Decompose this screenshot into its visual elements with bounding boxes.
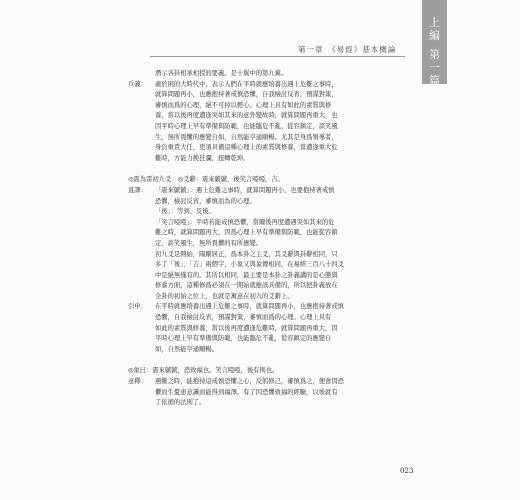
text-line: 難時，方能力挽狂瀾，扭轉乾坤。 xyxy=(155,154,250,162)
text-line: 了依循的法則了。 xyxy=(155,399,206,407)
text-line: 全卦的初始之位上，也就是寓意在初九的爻辭上。 xyxy=(155,292,294,300)
paragraph-text xyxy=(155,186,408,207)
text-line: 遇難之時，能抱持這戒慎恐懼之心，反躬修己，審慎爲之，便會因恐 xyxy=(155,378,344,386)
page-number: 023 xyxy=(400,467,414,475)
text-line: 修養方面，這種修爲必須在一開始就應該具備的，所以把卦義放在 xyxy=(155,282,338,290)
text-line: 恐懼，檢討反省，審慎而為的心理。 xyxy=(155,197,256,205)
tab-char: 第 xyxy=(429,48,440,61)
text-line: 如，自然能亨通順暢。 xyxy=(155,345,218,353)
labeled-paragraph xyxy=(128,80,408,165)
text-line: 在平時就應培養出遇上危難之事時，就算問題再小，也應抱持著戒慎 xyxy=(155,303,344,311)
tab-char: 一 xyxy=(429,61,440,74)
text-line: 定，談笑風生，無所畏懼的有所應變。 xyxy=(155,239,263,247)
labeled-paragraph xyxy=(128,186,408,207)
text-line: 初九爻是開始，陽剛居正，爲本卦之主爻，其爻辭與卦辭相同，只 xyxy=(155,250,338,258)
paragraph-text xyxy=(155,80,408,165)
text-line: 身負重責大任，更須具備這種心理上的素質與修養，當遭逢重大危 xyxy=(155,144,338,152)
tab-char: 上 xyxy=(429,16,440,29)
text-line: 「笑言啞啞」：平時若能戒慎恐懼，當爾後再度遭遇突如其來的危 xyxy=(155,218,335,226)
page-body xyxy=(128,69,408,409)
paragraph-text xyxy=(155,377,408,409)
labeled-paragraph xyxy=(128,302,408,355)
text-line: 平時心理上早有準備與防範，也能臨危不亂，從容鎮定的應變自 xyxy=(155,335,332,343)
paragraph-label: 引申： xyxy=(128,303,147,311)
text-line: 就算問題再小，也應抱持著戒慎恐懼，自我檢討反省，預謀對策， xyxy=(155,91,338,99)
header-rule xyxy=(150,56,405,57)
text-line: 如此的素質與修養，當以後再度遭逢危難時，就算問題再重大，因 xyxy=(155,324,338,332)
text-line: 「後」：等到、及後。 xyxy=(155,208,215,216)
text-line: 懼而生憂患意識而能得到福澤。有了因恐懼致福的經驗，以後就有 xyxy=(155,388,338,396)
section-heading: ◎震為雷初九爻 ◎爻辭：震來虩虩，後笑言啞啞，吉。 xyxy=(128,176,284,184)
text-line: 難之時，就算問題再大，因爲心理上早有準備與防範，也能從容鎮 xyxy=(155,229,338,237)
tab-char: 編 xyxy=(429,29,440,42)
text-line: 「震來虩虩」：遇上危難之事時，就算問題再小，也要抱持著戒慎 xyxy=(155,186,335,194)
text-line: 生，無所畏懼的應變自如，自然能亨通順暢。尤其是身爲領導者， xyxy=(155,133,338,141)
spacer xyxy=(128,164,408,175)
paragraph-label: 兵義： xyxy=(128,80,147,88)
text-line: 因平時心理上早有準備與防範，也能臨危不亂，從容鎮定，談笑風 xyxy=(155,122,338,130)
section-heading: ◎象曰：震來虩虩，恐致福也。笑言啞啞，後有則也。 xyxy=(128,367,279,375)
running-header: 第一章 《易經》基本概論 xyxy=(298,45,397,54)
section-tab xyxy=(422,0,447,87)
text-line: 潛示各卦相承相授的要義。是十翼中的第九翼。 xyxy=(155,70,288,77)
paragraph-label: 意釋： xyxy=(128,378,147,386)
paragraph-label: 直譯： xyxy=(128,186,147,194)
text-line: 多了「後」、「吉」兩個字，小象又與彖傳相同，在易經三百八十四爻 xyxy=(155,261,344,269)
text-line: 處於困的大時代中，表示人們在平時就應培養出遇上危難之事時， xyxy=(155,80,338,88)
text-line: 中是絕無僅有的。其所以相同，最主要是本卦之卦義講的是心態與 xyxy=(155,271,338,279)
tab-char: 篇 xyxy=(429,74,440,87)
spacer xyxy=(128,355,408,366)
labeled-paragraph xyxy=(128,377,408,409)
paragraph-text xyxy=(155,302,408,355)
text-line: 審慎而爲的心理，絕不可掉以輕心。心理上具有如此的素質與修 xyxy=(155,101,332,109)
text-line: 恐懼，自我檢討反省，預謀對策，審慎而爲的心理。心理上具有 xyxy=(155,314,332,322)
text-line: 養，當以後再度遭逢突如其來的意外變故時，就算問題再重大，也 xyxy=(155,112,338,120)
